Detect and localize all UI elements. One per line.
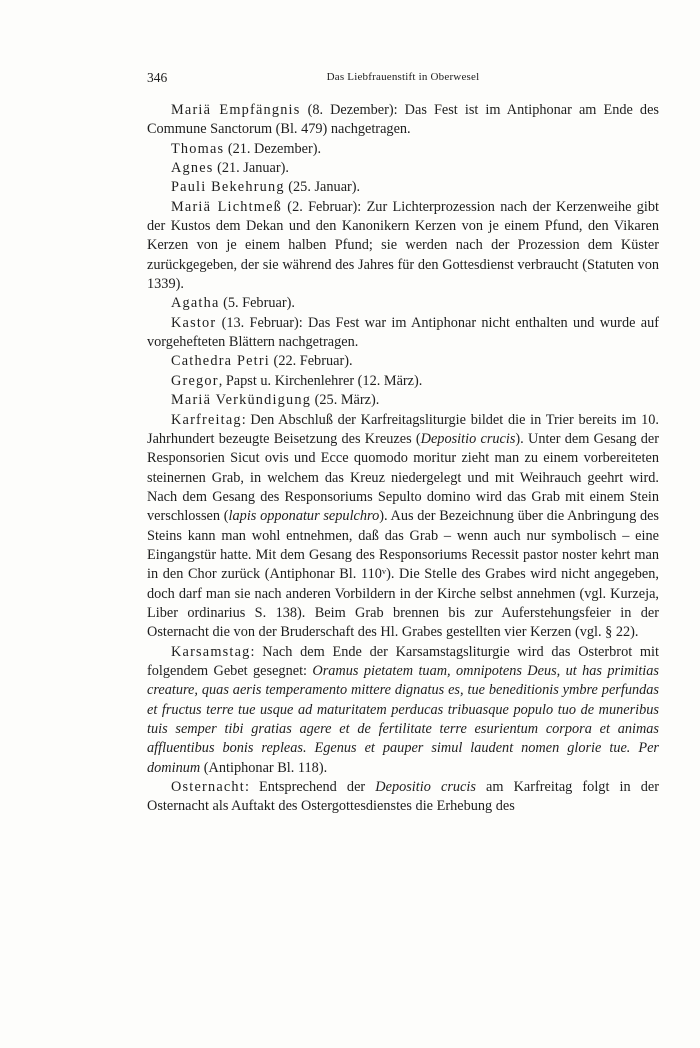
feast-entry bbox=[147, 352, 659, 371]
feast-name: Thomas bbox=[171, 140, 225, 157]
feast-name: Karsamstag bbox=[171, 643, 251, 660]
feast-entry bbox=[147, 198, 659, 295]
entry-text: ). Aus der Bezeichnung über die Anbringung des Steins kann man wohl entnehmen, daß das Grab – wenn auch nur symbolisch – eine Eingangstür hatte. Mit dem Gesang des Responsoriums Recessit pastor noster kehrt man in den Chor zurück (Antiphonar Bl. 110ᵛ). Die Stelle des Grabes wird nicht angegeben, doch darf man sie nach anderen Vorbildern in der Kirche selbst annehmen (vgl. Kurzeja, Liber ordinarius S. 138). Beim Grab brennen bis zur Auferstehungsfeier in der Osternacht die von der Bruderschaft des Hl. Grabes gestellten vier Kerzen (vgl. § 22). bbox=[147, 508, 659, 641]
feast-name: Osternacht bbox=[171, 779, 245, 796]
feast-name: Pauli Bekehrung bbox=[171, 179, 285, 196]
entry-text: (8. Dezember): Das Fest ist im Antiphonar am Ende des Commune Sanctorum (Bl. 479) nachgetragen. bbox=[147, 102, 659, 138]
feast-name: Agatha bbox=[171, 295, 220, 312]
body-text bbox=[147, 101, 659, 817]
entry-text: : Nach dem Ende der Karsamstagsliturgie wird das Osterbrot mit folgendem Gebet gesegnet: bbox=[147, 643, 659, 679]
feast-entry bbox=[147, 391, 659, 410]
latin-term: Depositio crucis bbox=[375, 779, 476, 796]
feast-name: Mariä Empfängnis bbox=[171, 102, 301, 118]
feast-entry bbox=[147, 140, 659, 159]
latin-term: Depositio crucis bbox=[420, 430, 516, 447]
feast-entry bbox=[147, 101, 659, 140]
entry-text: (25. März). bbox=[311, 392, 380, 409]
entry-text: (2. Februar): Zur Lichterprozession nach der Kerzenweihe gibt der Kustos dem Dekan und den Kanonikern Kerzen von je einem Pfund, den Vikaren Kerzen von je einem halben Pfund; sie werden nach der Prozession dem Küster zurückgegeben, der sie während des Jahres für den Gottesdienst verbraucht (Statuten von 1339). bbox=[147, 198, 659, 293]
feast-name: Kastor bbox=[171, 314, 217, 331]
entry-text: ). Unter dem Gesang der Responsorien Sicut ovis und Ecce quomodo moritur zieht man zu einem vorbereiteten steinernen Grab, in welchem das Kreuz niedergelegt und mit Weihrauch geehrt wird. Nach dem Gesang des Responsoriums Sepulto domino wird das Grab mit einem Stein verschlossen ( bbox=[147, 430, 659, 525]
entry-text: (5. Februar). bbox=[219, 295, 295, 312]
latin-prayer: Oramus pietatem tuam, omnipotens Deus, ut has primitias creature, quas aeris temperamento mittere dignatus es, tue beneditionis ymbre perfundas et fructus terre tue usque ad maturitatem perducas tribuasque populo tuo de muneribus tuis semper tibi gratias agere et de fertilitate terre esurientum corpora et animas affluentibus bonis repleas. Egenus et pauper simul laudent nomen glorie tue. Per dominum bbox=[147, 662, 659, 776]
entry-text: : Entsprechend der bbox=[244, 779, 376, 796]
feast-entry bbox=[147, 314, 659, 353]
feast-name: Mariä Verkündigung bbox=[171, 392, 312, 409]
feast-entry bbox=[147, 643, 659, 778]
feast-name: Mariä Lichtmeß bbox=[171, 198, 283, 215]
entry-text: (Antiphonar Bl. 118). bbox=[200, 759, 328, 776]
feast-entry bbox=[147, 372, 659, 391]
entry-text: (25. Januar). bbox=[284, 179, 361, 196]
feast-name: Agnes bbox=[171, 160, 214, 177]
page-header bbox=[147, 70, 659, 86]
entry-text: (21. Dezember). bbox=[224, 140, 322, 157]
entry-text: am Karfreitag folgt in der Osternacht als Auftakt des Ostergottesdienstes die Erhebung des bbox=[147, 779, 659, 815]
page-number: 346 bbox=[147, 70, 168, 85]
running-title: Das Liebfrauenstift in Oberwesel bbox=[326, 71, 480, 83]
latin-term: lapis opponatur sepulchro bbox=[228, 508, 380, 525]
entry-text: (22. Februar). bbox=[269, 353, 353, 370]
entry-text: , Papst u. Kirchenlehrer (12. März). bbox=[218, 372, 423, 389]
feast-entry bbox=[147, 178, 659, 197]
entry-text: : Den Abschluß der Karfreitagsliturgie bildet die in Trier bereits im 10. Jahrhundert bezeugte Beisetzung des Kreuzes ( bbox=[147, 411, 659, 447]
feast-name: Cathedra Petri bbox=[171, 353, 270, 370]
feast-entry bbox=[147, 778, 659, 817]
entry-text: (21. Januar). bbox=[213, 160, 289, 177]
entry-text: (13. Februar): Das Fest war im Antiphonar nicht enthalten und wurde auf vorgehefteten Blättern nachgetragen. bbox=[147, 314, 659, 351]
feast-name: Karfreitag bbox=[171, 411, 242, 428]
feast-entry bbox=[147, 159, 659, 178]
feast-name: Gregor bbox=[171, 372, 219, 389]
feast-entry bbox=[147, 294, 659, 313]
feast-entry bbox=[147, 411, 659, 643]
